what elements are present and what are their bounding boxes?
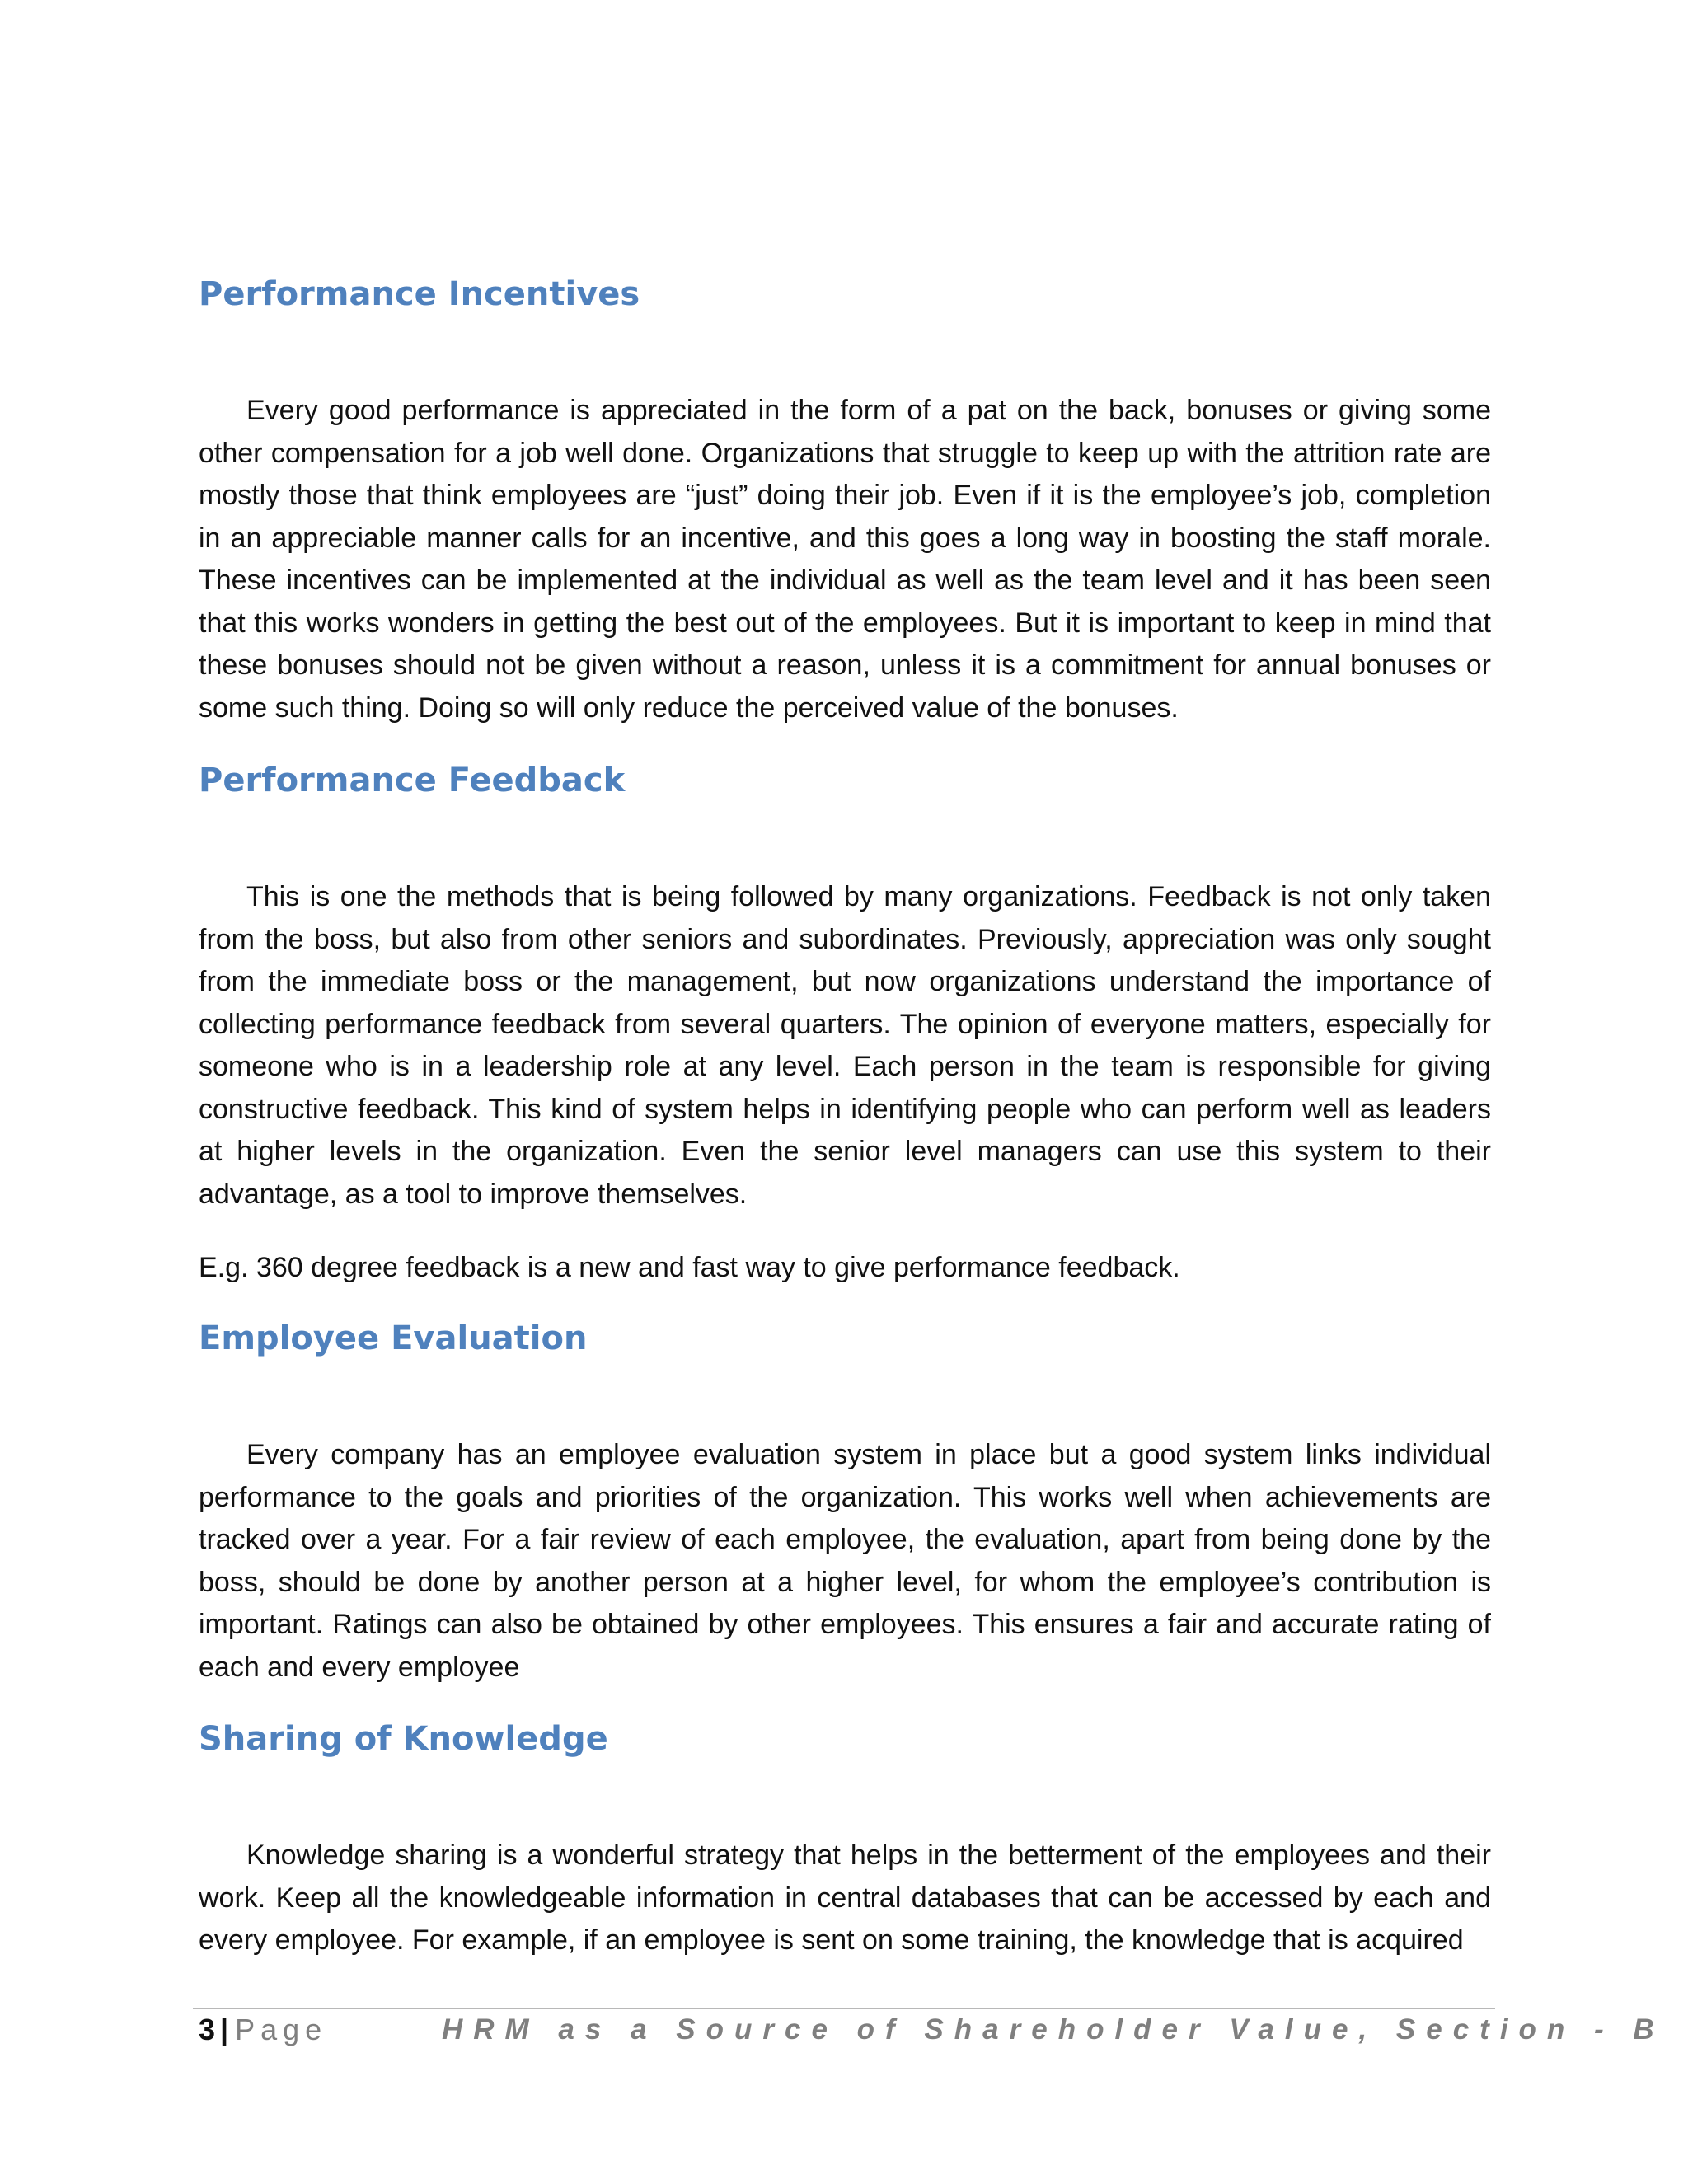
paragraph-employee-evaluation: Every company has an employee evaluation system in place but a good system links individual performance to the goals and priorities of the organization. This works well when achievements are tracked over a year. For a fair review of each employee, the evaluation, apart from being done by the boss, should be done by another person at a higher level, for whom the employee’s contribution is important. Ratings can also be obtained by other employees. This ensures a fair and accurate rating of each and every employee xyxy=(199,1439,1491,1683)
section-heading-performance-feedback: Performance Feedback xyxy=(199,762,626,799)
paragraph-performance-feedback: This is one the methods that is being followed by many organizations. Feedback is not only taken from the boss, but also from other seniors and subordinates. Previously, appreciation was only sought from the immediate boss or the management, but now organizations understand the importance of collecting performance feedback from several quarters. The opinion of everyone matters, especially for someone who is in a leadership role at any level. Each person in the team is responsible for giving constructive feedback. This kind of system helps in identifying people who can perform well as leaders at higher levels in the organization. Even the senior level managers can use this system to their advantage, as a tool to improve themselves. xyxy=(199,881,1491,1210)
footer-document-title: HRM as a Source of Shareholder Value, Section - B xyxy=(442,2013,1665,2046)
section-heading-employee-evaluation: Employee Evaluation xyxy=(199,1319,588,1357)
page-separator: | xyxy=(220,2013,229,2046)
section-heading-sharing-of-knowledge: Sharing of Knowledge xyxy=(199,1720,608,1758)
paragraph-feedback-example: E.g. 360 degree feedback is a new and fast way to give performance feedback. xyxy=(199,1252,1180,1283)
page-footer xyxy=(199,2009,1665,2050)
paragraph-performance-incentives: Every good performance is appreciated in the form of a pat on the back, bonuses or giving some other compensation for a job well done. Organizations that struggle to keep up with the attrition rate are mostly those that think employees are “just” doing their job. Even if it is the employee’s job, completion in an appreciable manner calls for an incentive, and this goes a long way in boosting the staff morale. These incentives can be implemented at the individual as well as the team level and it has been seen that this works wonders in getting the best out of the employees. But it is important to keep in mind that these bonuses should not be given without a reason, unless it is a commitment for annual bonuses or some such thing. Doing so will only reduce the perceived value of the bonuses. xyxy=(199,395,1491,724)
section-heading-performance-incentives: Performance Incentives xyxy=(199,275,640,313)
paragraph-sharing-of-knowledge: Knowledge sharing is a wonderful strategy that helps in the betterment of the employees and their work. Keep all the knowledgeable information in central databases that can be accessed by each and every employee. For example, if an employee is sent on some training, the knowledge that is acquired xyxy=(199,1840,1491,1956)
page-label: Page xyxy=(235,2013,328,2046)
page-number: 3 xyxy=(199,2013,216,2046)
